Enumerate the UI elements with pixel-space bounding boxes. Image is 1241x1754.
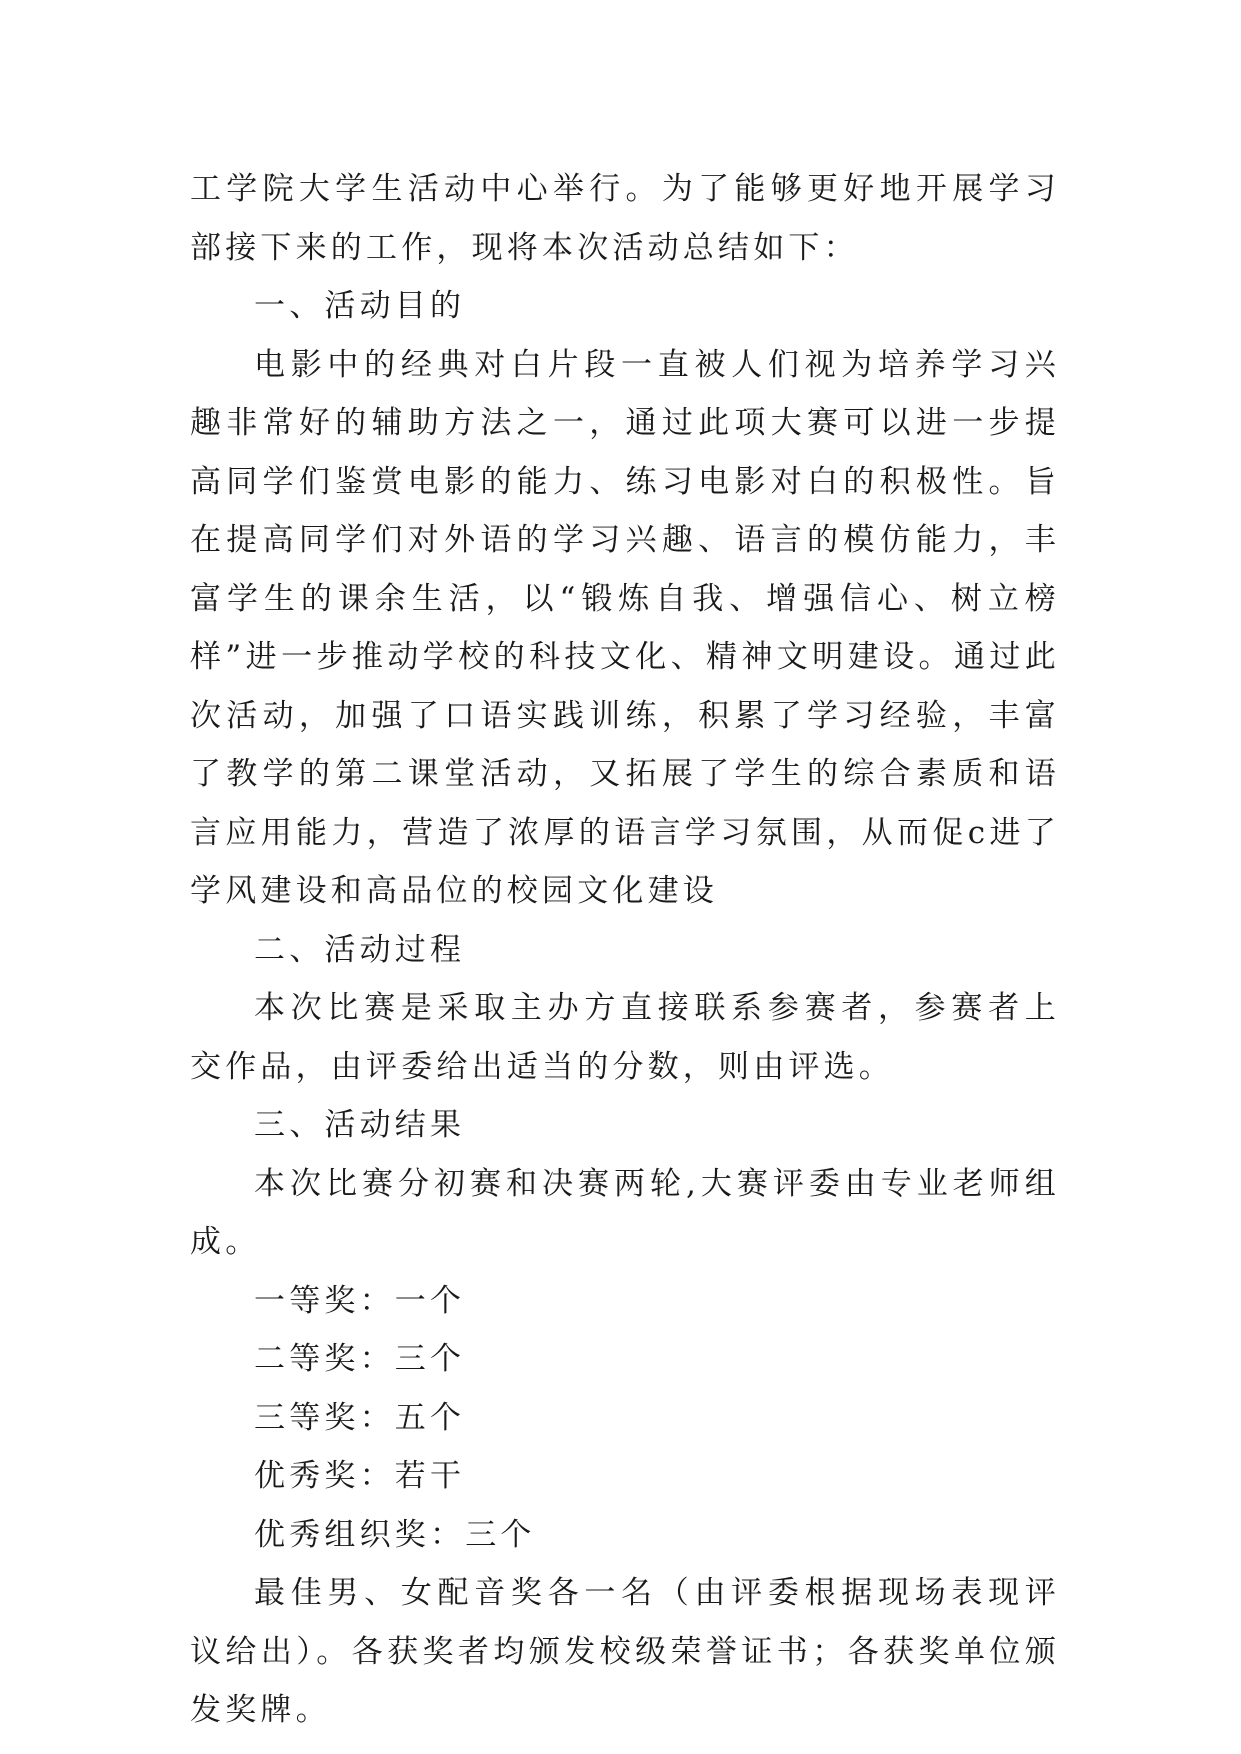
paragraph-results: 本次比赛分初赛和决赛两轮,大赛评委由专业老师组成。: [190, 1165, 1060, 1260]
award-third: 三等奖：五个: [254, 1399, 466, 1436]
document-body: [190, 160, 1060, 1740]
award-second: 二等奖：三个: [254, 1341, 466, 1377]
paragraph-intro: 工学院大学生活动中心举行。为了能够更好地开展学习部接下来的工作，现将本次活动总结如下：: [190, 171, 1060, 266]
paragraph-process: 本次比赛是采取主办方直接联系参赛者，参赛者上交作品，由评委给出适当的分数，则由评选。: [190, 990, 1060, 1085]
award-organization: 优秀组织奖：三个: [254, 1516, 536, 1553]
section-heading-purpose: 一、活动目的: [254, 288, 466, 324]
section-heading-process: 二、活动过程: [254, 931, 466, 968]
award-excellence: 优秀奖：若干: [254, 1458, 466, 1494]
section-heading-results: 三、活动结果: [254, 1107, 466, 1143]
award-first: 一等奖：一个: [254, 1282, 466, 1319]
paragraph-awards-note: 最佳男、女配音奖各一名（由评委根据现场表现评议给出）。各获奖者均颁发校级荣誉证书；各获奖单位颁发奖牌。: [190, 1575, 1060, 1728]
paragraph-purpose: 电影中的经典对白片段一直被人们视为培养学习兴趣非常好的辅助方法之一，通过此项大赛可以进一步提高同学们鉴赏电影的能力、练习电影对白的积极性。旨在提高同学们对外语的学习兴趣、语言的模仿能力，丰富学生的课余生活，以“锻炼自我、增强信心、树立榜样”进一步推动学校的科技文化、精神文明建设。通过此次活动，加强了口语实践训练，积累了学习经验，丰富了教学的第二课堂活动，又拓展了学生的综合素质和语言应用能力，营造了浓厚的语言学习氛围，从而促c进了学风建设和高品位的校园文化建设: [190, 346, 1060, 909]
